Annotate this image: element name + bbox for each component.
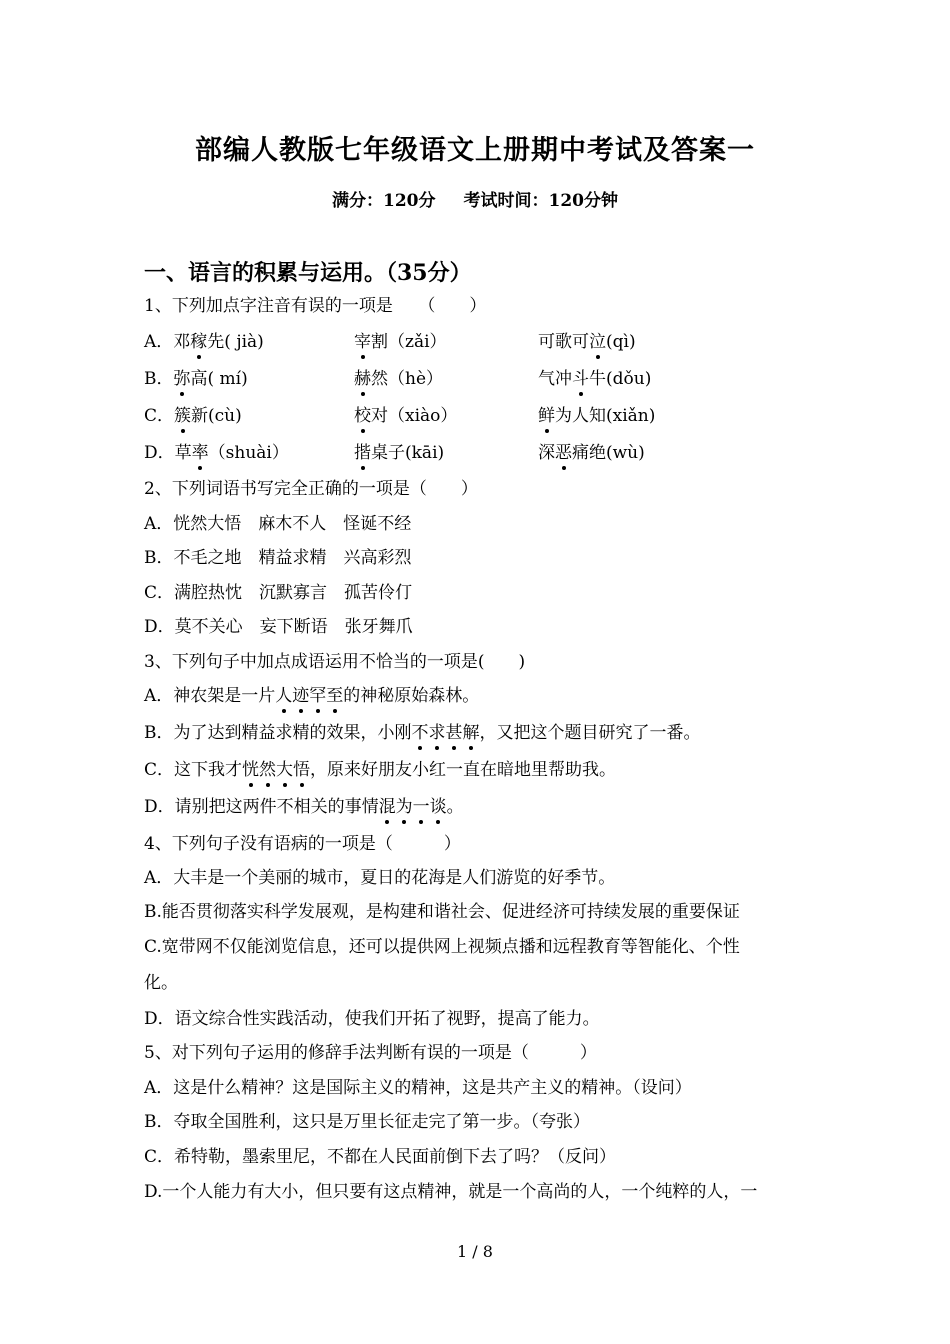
dotted-char: 解	[462, 723, 480, 743]
dotted-char: 赫	[354, 369, 371, 389]
q4-option-c: C.宽带网不仅能浏览信息，还可以提供网上视频点播和远程教育等智能化、个性	[144, 937, 740, 957]
dotted-char: 宰	[354, 332, 371, 352]
q3-option-d: D．请别把这两件不相关的事情混为一谈。	[144, 797, 464, 817]
dotted-char: 然	[259, 760, 277, 780]
section-heading: 一、语言的积累与运用。（35分）	[144, 260, 472, 286]
q1-a-col3: 可歌可泣(qì)	[538, 332, 636, 352]
question-1-stem: 1、下列加点字注音有误的一项是 （ ）	[144, 296, 487, 316]
dotted-char: 泣	[589, 332, 606, 352]
question-5-stem: 5、对下列句子运用的修辞手法判断有误的一项是（ ）	[144, 1043, 597, 1063]
q1-d-col1: D．草率（shuài）	[144, 443, 289, 463]
q4-option-c-cont: 化。	[144, 973, 178, 993]
question-2-stem: 2、下列词语书写完全正确的一项是（ ）	[144, 479, 478, 499]
question-4-stem: 4、下列句子没有语病的一项是（ ）	[144, 834, 461, 854]
q1-a-col2: 宰割（zǎi）	[354, 332, 447, 352]
q2-option-b: B．不毛之地 精益求精 兴高彩烈	[144, 548, 412, 568]
dotted-char: 大	[276, 760, 294, 780]
dotted-char: 不	[411, 723, 429, 743]
full-score: 满分：120分	[332, 191, 436, 211]
dotted-char: 弥	[173, 369, 191, 389]
dotted-char: 恍	[242, 760, 260, 780]
q5-option-c: C．希特勒，墨索里尼，不都在人民面前倒下去了吗？（反问）	[144, 1147, 617, 1167]
q4-option-b: B.能否贯彻落实科学发展观，是构建和谐社会、促进经济可持续发展的重要保证	[144, 902, 740, 922]
dotted-char: 迹	[292, 686, 310, 706]
exam-time: 考试时间：120分钟	[463, 191, 618, 211]
dotted-char: 斗	[572, 369, 589, 389]
exam-info	[0, 186, 950, 211]
q2-option-c: C．满腔热忱 沉默寡言 孤苦伶仃	[144, 583, 413, 603]
q1-b-col1: B．弥高( mí)	[144, 369, 248, 389]
dotted-char: 为	[395, 797, 413, 817]
q2-option-d: D．莫不关心 妄下断语 张牙舞爪	[144, 617, 413, 637]
q1-a-col1: A．邓稼先( jià)	[144, 332, 264, 352]
q3-option-a: A．神农架是一片人迹罕至的神秘原始森林。	[144, 686, 480, 706]
q1-b-col2: 赫然（hè）	[354, 369, 444, 389]
q4-option-a: A．大丰是一个美丽的城市，夏日的花海是人们游览的好季节。	[144, 868, 616, 888]
q1-d-col2: 揩桌子(kāi)	[354, 443, 445, 463]
q3-option-c: C．这下我才恍然大悟，原来好朋友小红一直在暗地里帮助我。	[144, 760, 617, 780]
dotted-char: 率	[191, 443, 209, 463]
dotted-char: 甚	[445, 723, 463, 743]
q5-option-d: D.一个人能力有大小，但只要有这点精神，就是一个高尚的人，一个纯粹的人，一	[144, 1182, 758, 1202]
page-title: 部编人教版七年级语文上册期中考试及答案一	[195, 135, 755, 166]
q2-option-a: A．恍然大悟 麻木不人 怪诞不经	[144, 514, 412, 534]
dotted-char: 悟	[293, 760, 311, 780]
dotted-char: 一	[412, 797, 430, 817]
dotted-char: 鲜	[538, 406, 555, 426]
q3-option-b: B．为了达到精益求精的效果，小刚不求甚解，又把这个题目研究了一番。	[144, 723, 701, 743]
dotted-char: 稼	[190, 332, 208, 352]
dotted-char: 罕	[309, 686, 327, 706]
q1-b-col3: 气冲斗牛(dǒu)	[538, 369, 652, 389]
dotted-char: 至	[326, 686, 344, 706]
dotted-char: 谈	[429, 797, 447, 817]
dotted-char: 人	[275, 686, 293, 706]
dotted-char: 求	[428, 723, 446, 743]
dotted-char: 簇	[174, 406, 192, 426]
dotted-char: 混	[378, 797, 396, 817]
question-3-stem: 3、下列句子中加点成语运用不恰当的一项是( )	[144, 652, 526, 672]
q1-c-col2: 校对（xiào）	[354, 406, 458, 426]
page-number: 1 / 8	[457, 1242, 493, 1261]
dotted-char: 揩	[354, 443, 371, 463]
dotted-char: 校	[354, 406, 371, 426]
q4-option-d: D．语文综合性实践活动，使我们开拓了视野，提高了能力。	[144, 1009, 600, 1029]
q1-c-col1: C．簇新(cù)	[144, 406, 242, 426]
q1-c-col3: 鲜为人知(xiǎn)	[538, 406, 656, 426]
q5-option-a: A．这是什么精神？这是国际主义的精神，这是共产主义的精神。（设问）	[144, 1078, 692, 1098]
q1-d-col3: 深恶痛绝(wù)	[538, 443, 645, 463]
dotted-char: 恶	[555, 443, 572, 463]
q5-option-b: B．夺取全国胜利，这只是万里长征走完了第一步。（夸张）	[144, 1112, 590, 1132]
